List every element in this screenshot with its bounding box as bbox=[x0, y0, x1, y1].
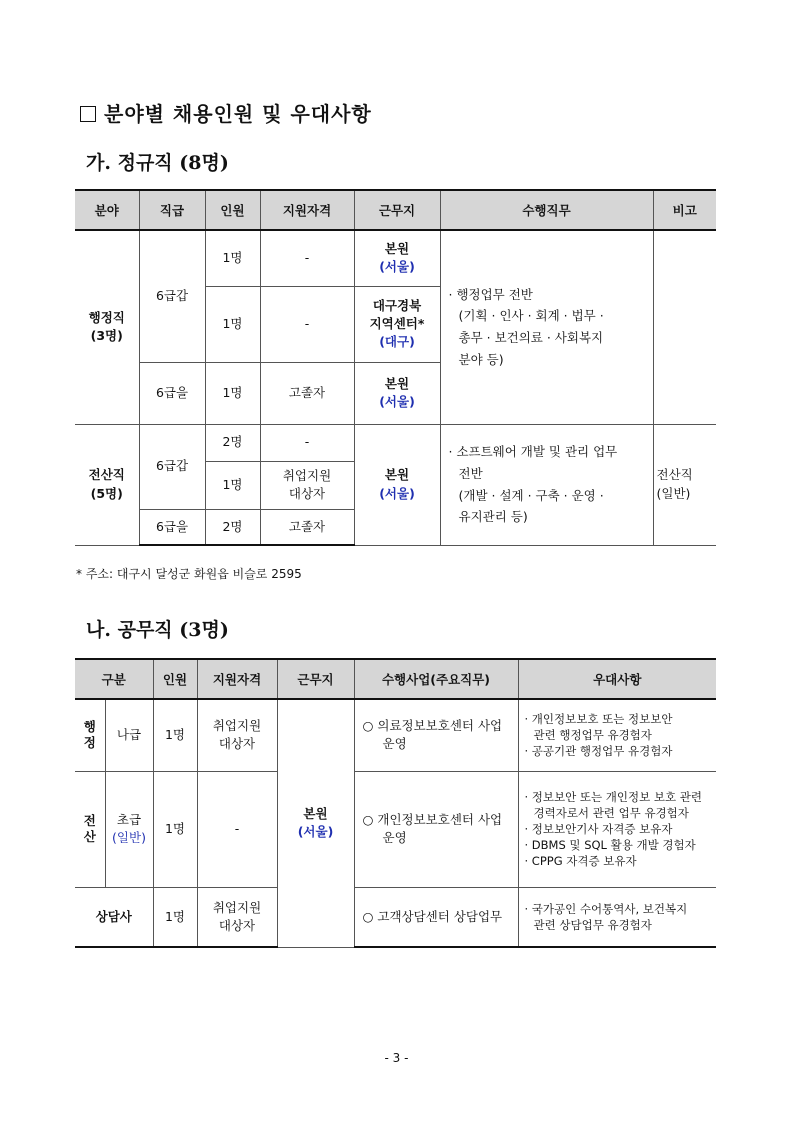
contract-staff-table bbox=[75, 658, 716, 948]
count-cell: 1명 bbox=[205, 230, 260, 286]
location-name: 대구경북 bbox=[372, 297, 422, 313]
location-city: (서울) bbox=[379, 394, 415, 409]
grade-cell: 6급갑 bbox=[139, 230, 205, 362]
table-row bbox=[75, 771, 716, 887]
table-header-row bbox=[75, 659, 716, 699]
table-row bbox=[75, 230, 716, 286]
location-name: 본원 bbox=[384, 467, 410, 483]
col-header-location: 근무지 bbox=[277, 659, 354, 699]
field-label: 행정직 bbox=[88, 310, 125, 326]
checkbox-square-icon bbox=[80, 106, 96, 122]
qual-line: 대상자 bbox=[218, 736, 256, 752]
col-header-count: 인원 bbox=[153, 659, 197, 699]
location-city: (서울) bbox=[379, 485, 415, 501]
business-line: 운영 bbox=[382, 736, 407, 752]
field-count: (5명) bbox=[90, 485, 123, 501]
preference-cell bbox=[518, 699, 716, 771]
duty-line: · 소프트웨어 개발 및 관리 업무 bbox=[448, 443, 618, 459]
location-cell bbox=[354, 230, 440, 286]
col-header-count: 인원 bbox=[205, 190, 260, 230]
qual-cell: - bbox=[260, 230, 354, 286]
count-cell: 1명 bbox=[153, 771, 197, 887]
business-line: 운영 bbox=[382, 830, 407, 845]
qual-line: 대상자 bbox=[288, 486, 326, 501]
business-line: ○ 개인정보보호센터 사업 bbox=[362, 811, 503, 827]
category-char: 정 bbox=[83, 735, 96, 751]
duty-line: (기획 · 인사 · 회계 · 법무 · bbox=[458, 308, 604, 324]
count-cell: 1명 bbox=[205, 461, 260, 509]
location-name: 본원 bbox=[303, 806, 328, 822]
table-row bbox=[75, 699, 716, 771]
preference-line: · 국가공인 수어통역사, 보건복지 bbox=[524, 901, 688, 916]
count-cell: 1명 bbox=[153, 887, 197, 947]
qual-cell bbox=[197, 699, 277, 771]
preference-line: · 공공기관 행정업무 유경험자 bbox=[524, 744, 673, 759]
category-cell bbox=[75, 699, 105, 771]
location-name: 본원 bbox=[384, 375, 410, 391]
preference-cell bbox=[518, 771, 716, 887]
grade-cell: 나급 bbox=[105, 699, 153, 771]
category-cell: 상담사 bbox=[75, 887, 153, 947]
preference-line: 관련 행정업무 유경험자 bbox=[533, 728, 652, 743]
business-cell: ○ 고객상담센터 상담업무 bbox=[354, 887, 518, 947]
grade-cell bbox=[105, 771, 153, 887]
section-a-title: 가. 정규직 (8명) bbox=[86, 152, 229, 174]
business-line: ○ 의료정보보호센터 사업 bbox=[362, 718, 503, 734]
qual-cell: - bbox=[197, 771, 277, 887]
field-count: (3명) bbox=[90, 328, 123, 344]
preference-line: 경력자로서 관련 업무 유경험자 bbox=[533, 805, 689, 820]
location-cell bbox=[354, 424, 440, 545]
location-city: (서울) bbox=[297, 824, 334, 840]
regular-staff-table bbox=[75, 189, 716, 546]
field-cell-it bbox=[75, 424, 139, 545]
qual-line: 대상자 bbox=[218, 917, 256, 933]
preference-line: · 개인정보보호 또는 정보보안 bbox=[524, 712, 673, 727]
location-name: 본원 bbox=[384, 241, 410, 257]
page-title bbox=[80, 98, 372, 127]
business-cell bbox=[354, 771, 518, 887]
qual-line: 취업지원 bbox=[212, 718, 262, 734]
duty-line: 유지관리 등) bbox=[458, 509, 528, 525]
field-label: 전산직 bbox=[88, 467, 125, 483]
col-header-note: 비고 bbox=[653, 190, 716, 230]
preference-line: · 정보보안 또는 개인정보 보호 관련 bbox=[524, 789, 702, 804]
category-char: 산 bbox=[83, 829, 96, 844]
qual-cell: - bbox=[260, 424, 354, 461]
preference-line: · CPPG 자격증 보유자 bbox=[524, 854, 637, 869]
duty-cell-it bbox=[440, 424, 653, 545]
col-header-qualification: 지원자격 bbox=[197, 659, 277, 699]
duty-line: 분야 등) bbox=[458, 352, 504, 368]
count-cell: 1명 bbox=[153, 699, 197, 771]
location-city: (서울) bbox=[379, 259, 415, 275]
note-cell-admin bbox=[653, 230, 716, 424]
qual-cell: - bbox=[260, 286, 354, 362]
location-cell bbox=[277, 699, 354, 947]
duty-line: 전반 bbox=[458, 465, 483, 481]
note-cell-it bbox=[653, 424, 716, 545]
qual-line: 취업지원 bbox=[212, 899, 262, 915]
location-cell bbox=[354, 362, 440, 424]
preference-line: · 정보보안기사 자격증 보유자 bbox=[524, 821, 673, 836]
col-header-duty: 수행직무 bbox=[440, 190, 653, 230]
col-header-preference: 우대사항 bbox=[518, 659, 716, 699]
col-header-category: 구분 bbox=[75, 659, 153, 699]
count-cell: 2명 bbox=[205, 509, 260, 545]
preference-line: 관련 상담업무 유경험자 bbox=[533, 917, 652, 932]
footnote-address: * 주소: 대구시 달성군 화원읍 비슬로 2595 bbox=[76, 567, 302, 581]
duty-line: 총무 · 보건의료 · 사회복지 bbox=[458, 330, 604, 346]
duty-line: · 행정업무 전반 bbox=[448, 286, 533, 302]
count-cell: 1명 bbox=[205, 286, 260, 362]
duty-cell-admin bbox=[440, 230, 653, 424]
field-cell-admin bbox=[75, 230, 139, 424]
grade-cell: 6급을 bbox=[139, 362, 205, 424]
location-city: (대구) bbox=[379, 334, 415, 350]
grade-label: 초급 bbox=[116, 811, 142, 827]
table-header-row bbox=[75, 190, 716, 230]
category-char: 행 bbox=[83, 719, 96, 734]
category-char: 전 bbox=[83, 812, 96, 828]
duty-line: (개발 · 설계 · 구축 · 운영 · bbox=[458, 487, 604, 503]
location-cell bbox=[354, 286, 440, 362]
qual-line: 취업지원 bbox=[282, 467, 332, 483]
col-header-grade: 직급 bbox=[139, 190, 205, 230]
col-header-location: 근무지 bbox=[354, 190, 440, 230]
note-line: 전산직 bbox=[656, 467, 693, 483]
qual-cell: 고졸자 bbox=[260, 362, 354, 424]
count-cell: 2명 bbox=[205, 424, 260, 461]
grade-cell: 6급을 bbox=[139, 509, 205, 545]
preference-line: · DBMS 및 SQL 활용 개발 경험자 bbox=[524, 838, 696, 853]
table-row bbox=[75, 887, 716, 947]
table-row bbox=[75, 424, 716, 461]
qual-cell: 고졸자 bbox=[260, 509, 354, 545]
section-b-title: 나. 공무직 (3명) bbox=[86, 619, 229, 641]
preference-cell bbox=[518, 887, 716, 947]
page-title-text: 분야별 채용인원 및 우대사항 bbox=[104, 102, 372, 126]
note-line: (일반) bbox=[656, 485, 691, 501]
col-header-field: 분야 bbox=[75, 190, 139, 230]
business-cell bbox=[354, 699, 518, 771]
col-header-business: 수행사업(주요직무) bbox=[354, 659, 518, 699]
qual-cell bbox=[260, 461, 354, 509]
grade-sub-label: (일반) bbox=[112, 830, 146, 845]
category-cell bbox=[75, 771, 105, 887]
grade-cell: 6급갑 bbox=[139, 424, 205, 509]
count-cell: 1명 bbox=[205, 362, 260, 424]
location-name: 지역센터* bbox=[369, 315, 425, 331]
qual-cell bbox=[197, 887, 277, 947]
col-header-qualification: 지원자격 bbox=[260, 190, 354, 230]
page-number: - 3 - bbox=[384, 1051, 409, 1065]
